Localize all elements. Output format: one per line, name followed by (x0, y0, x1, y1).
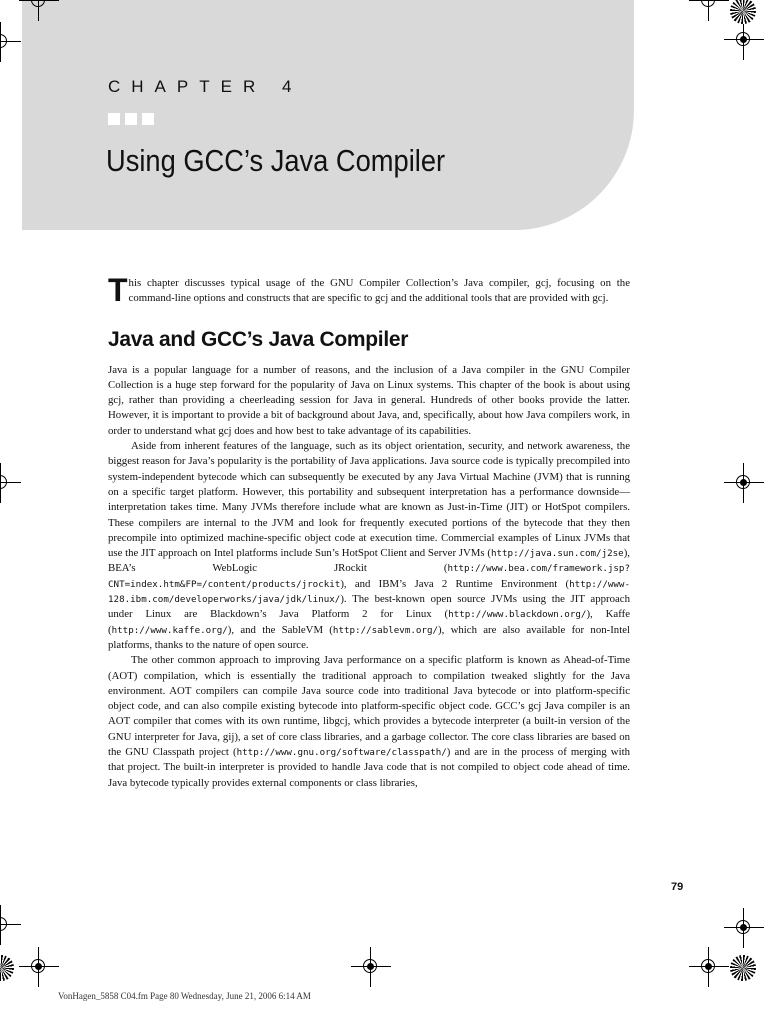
url-java-sun[interactable]: http://java.sun.com/j2se (490, 548, 624, 560)
registration-mark-top-left (19, 0, 59, 21)
url-ibm-developerworks[interactable]: http://www-128.ibm.com/developerworks/java/jdk/linux/ (108, 578, 630, 606)
registration-mark-left-upper (0, 22, 21, 62)
body-paragraph-1: Java is a popular language for a number of reasons, and the inclusion of a Java compiler in the GNU Compiler Collection is a huge step forward for the popularity of Java on Linux systems. This chapter of the book is about using gcj, rather than providing a cheerleading session for Java in general. Hundreds of other books provide the latter. However, it is important to provide a bit of background about Java, and, specifically, about how Java compilers work, in order to understand what gcj does and how best to take advantage of its capabilities. (108, 363, 630, 437)
page-content (108, 272, 631, 791)
registration-mark-top-right (689, 0, 729, 21)
color-bar-starburst-icon (0, 955, 14, 981)
registration-mark-bottom-center (351, 947, 391, 987)
intro-paragraph: This chapter discusses typical usage of the GNU Compiler Collection’s Java compiler, gcj, focusing on the command-line options and constructs that are specific to gcj and the additional tools that are provided with gcj. (108, 272, 630, 308)
registration-mark-left-lower (0, 905, 21, 945)
chapter-label: CHAPTER 4 (108, 77, 303, 96)
chapter-squares-ornament (108, 113, 154, 125)
page-number: 79 (671, 881, 684, 893)
drop-cap: T (108, 272, 128, 308)
url-kaffe[interactable]: http://www.kaffe.org/ (111, 624, 228, 636)
section-body (108, 363, 630, 791)
color-bar-starburst-icon (730, 955, 756, 981)
url-gnu-classpath[interactable]: http://www.gnu.org/software/classpath/ (236, 747, 447, 759)
registration-mark-right-lower (724, 908, 764, 948)
url-blackdown[interactable]: http://www.blackdown.org/ (448, 609, 587, 621)
registration-mark-bottom-left (19, 947, 59, 987)
url-sablevm[interactable]: http://sablevm.org/ (332, 624, 439, 636)
registration-mark-right-middle (724, 463, 764, 503)
body-paragraph-3: The other common approach to improving Java performance on a specific platform is known as Ahead-of-Time (AOT) compilation, which is essentially the traditional approach to compilation tweaked slightly for the Java environment. AOT compilers can compile Java source code into traditional Java bytecode or into platform-specific object code, and can also compile existing bytecode into platform-specific object code. GCC’s gcj Java compiler is an AOT compiler that comes with its own runtime, libgcj, which provides a bytecode interpreter (a built-in version of the GNU interpreter for Java, gij), a set of core class libraries, and a garbage collector. The core class libraries are based on the GNU Classpath project (http://www.gnu.org/software/classpath/) and are in the process of merging with that project. The built-in interpreter is provided to handle Java code that is not compiled to object code ahead of time. Java bytecode typically provides external components or class libraries, (108, 654, 631, 789)
chapter-title: Using GCC’s Java Compiler (106, 143, 446, 178)
registration-mark-right-upper (724, 20, 764, 60)
registration-mark-bottom-right (689, 947, 729, 987)
url-bea-jrockit[interactable]: http://www.bea.com/framework.jsp?CNT=index.htm&FP=/content/products/jrockit (108, 563, 630, 590)
body-paragraph-2: Aside from inherent features of the language, such as its object orientation, security, and network awareness, the biggest reason for Java’s popularity is the portability of Java applications. Java source code is typically precompiled into system-independent bytecode which can subsequently be executed by any Java Virtual Machine (JVM) that is running on a specific target platform. However, this portability and subsequent interpretation has a performance downside—interpretation takes time. Many JVMs therefore include what are known as Just-in-Time (JIT) or HotSpot compilers. These compilers are internal to the JVM and look for frequently executed portions of the bytecode that they then precompile into optimized machine-specific object code at execution time. Commercial examples of Linux JVMs that use the JIT approach on Intel platforms include Sun’s HotSpot Client and Server JVMs (http://java.sun.com/j2se), BEA’s WebLogic JRockit (http://www.bea.com/framework.jsp?CNT=index.htm&FP=/content/products/jrockit), and IBM’s Java 2 Runtime Environment (http://www-128.ibm.com/developerworks/java/jdk/linux/). The best-known open source JVMs using the JIT approach under Linux are Blackdown’s Java Platform 2 for Linux (http://www.blackdown.org/), Kaffe (http://www.kaffe.org/), and the SableVM (http://sablevm.org/), which are also available for non-Intel platforms, thanks to the nature of open source. (108, 440, 630, 651)
registration-mark-left-middle (0, 463, 21, 503)
bottom-print-slug: VonHagen_5858 C04.fm Page 80 Wednesday, June 21, 2006 6:14 AM (58, 991, 311, 1001)
section-heading: Java and GCC’s Java Compiler (108, 327, 409, 351)
